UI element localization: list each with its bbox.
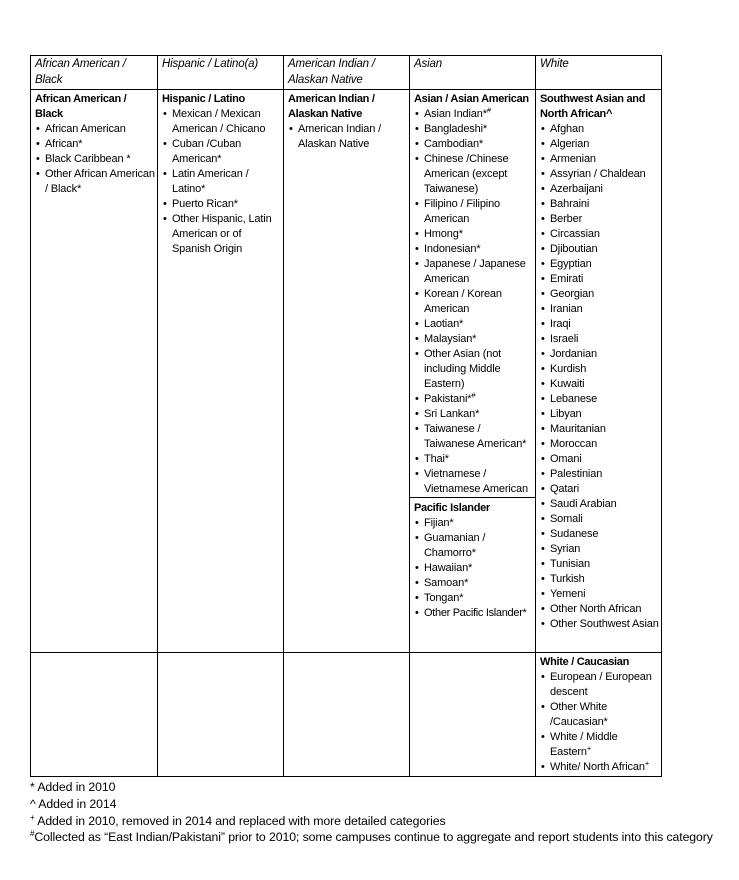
category-item xyxy=(540,242,659,257)
bullet-icon: • xyxy=(415,562,419,574)
bullet-icon: • xyxy=(415,423,419,435)
category-item xyxy=(540,512,659,527)
category-item-text: Other Hispanic, Latin American or of Spanish Origin xyxy=(172,213,272,255)
category-item-text: Egyptian xyxy=(550,258,592,270)
category-item xyxy=(414,332,533,347)
bullet-icon: • xyxy=(541,333,545,345)
bullet-icon: • xyxy=(541,363,545,375)
category-item-text: European / European descent xyxy=(550,671,652,698)
bullet-icon: • xyxy=(415,453,419,465)
category-item xyxy=(540,167,659,182)
category-item-text: Djiboutian xyxy=(550,243,598,255)
bullet-icon: • xyxy=(415,123,419,135)
category-item-text: Pakistani* xyxy=(424,393,472,405)
category-item xyxy=(414,137,533,152)
category-item-text: Moroccan xyxy=(550,438,598,450)
category-item-text: Malaysian* xyxy=(424,333,477,345)
category-item-text: Saudi Arabian xyxy=(550,498,617,510)
category-item-text: Filipino / Filipino American xyxy=(424,198,501,225)
bullet-icon: • xyxy=(163,108,167,120)
category-item-text: Circassian xyxy=(550,228,600,240)
category-item-text: Other Southwest Asian xyxy=(550,618,659,630)
footnote: #Collected as “East Indian/Pakistani” prior to 2010; some campuses continue to aggregate and report students into this category xyxy=(30,829,713,845)
category-item-text: Mauritanian xyxy=(550,423,606,435)
bullet-icon: • xyxy=(541,453,545,465)
category-item xyxy=(540,542,659,557)
bullet-icon: • xyxy=(415,532,419,544)
category-item xyxy=(414,107,533,122)
category-item xyxy=(414,152,533,197)
category-item xyxy=(540,437,659,452)
bullet-icon: • xyxy=(541,273,545,285)
category-item xyxy=(35,152,155,167)
bullet-icon: • xyxy=(36,153,40,165)
category-item xyxy=(540,407,659,422)
footnote: * Added in 2010 xyxy=(30,780,116,794)
category-item xyxy=(540,452,659,467)
category-item-text: Assyrian / Chaldean xyxy=(550,168,646,180)
category-item-text: Jordanian xyxy=(550,348,597,360)
category-item xyxy=(162,107,281,137)
category-item xyxy=(540,700,659,730)
category-item-text: Cambodian* xyxy=(424,138,484,150)
category-item xyxy=(540,152,659,167)
category-item xyxy=(162,212,281,257)
bullet-icon: • xyxy=(541,258,545,270)
bullet-icon: • xyxy=(415,607,419,619)
cell-r2-c4 xyxy=(409,652,535,776)
header-cell-african-american-black: African American / Black xyxy=(35,58,126,86)
category-item xyxy=(540,347,659,362)
bullet-icon: • xyxy=(415,333,419,345)
category-item-text: Hawaiian* xyxy=(424,562,473,574)
category-item xyxy=(414,516,533,531)
category-item xyxy=(414,287,533,317)
category-item-text: Thai* xyxy=(424,453,449,465)
category-item xyxy=(540,362,659,377)
category-item-text: American Indian / Alaskan Native xyxy=(298,123,382,150)
category-item xyxy=(414,407,533,422)
category-section xyxy=(158,90,283,257)
category-item-text: Taiwanese / Taiwanese American* xyxy=(424,423,527,450)
category-item-text: Libyan xyxy=(550,408,582,420)
category-item-text: Other Asian (not including Middle Eastern) xyxy=(424,348,502,390)
bullet-icon: • xyxy=(541,513,545,525)
category-section xyxy=(410,90,535,497)
category-item xyxy=(414,347,533,392)
bullet-icon: • xyxy=(541,558,545,570)
category-section xyxy=(536,653,661,775)
bullet-icon: • xyxy=(163,168,167,180)
category-item-text: White / Middle Eastern xyxy=(550,731,618,758)
bullet-icon: • xyxy=(541,408,545,420)
bullet-icon: • xyxy=(415,198,419,210)
category-item xyxy=(540,182,659,197)
category-item xyxy=(414,227,533,242)
category-item xyxy=(162,167,281,197)
bullet-icon: • xyxy=(541,228,545,240)
section-heading: African American / Black xyxy=(35,93,127,120)
category-item xyxy=(540,197,659,212)
category-item xyxy=(540,392,659,407)
bullet-icon: • xyxy=(415,468,419,480)
category-item-text: African American xyxy=(45,123,126,135)
bullet-icon: • xyxy=(415,153,419,165)
category-item-text: Other White /Caucasian* xyxy=(550,701,608,728)
category-item xyxy=(540,557,659,572)
cell-r1-c2 xyxy=(157,89,283,652)
category-item-text: Kuwaiti xyxy=(550,378,585,390)
category-item-text: Japanese / Japanese American xyxy=(424,258,526,285)
category-item-text: African* xyxy=(45,138,83,150)
category-item xyxy=(35,167,155,197)
superscript-marker: # xyxy=(486,105,491,115)
bullet-icon: • xyxy=(541,198,545,210)
cell-r1-c4 xyxy=(409,89,535,652)
bullet-icon: • xyxy=(541,618,545,630)
category-item xyxy=(540,497,659,512)
category-item-text: Yemeni xyxy=(550,588,586,600)
category-item xyxy=(540,257,659,272)
category-item-text: Lebanese xyxy=(550,393,598,405)
bullet-icon: • xyxy=(541,468,545,480)
category-item-text: Laotian* xyxy=(424,318,464,330)
category-section xyxy=(31,90,157,197)
category-item-text: Mexican / Mexican American / Chicano xyxy=(172,108,266,135)
bullet-icon: • xyxy=(541,393,545,405)
category-item-text: Other African American / Black* xyxy=(45,168,155,195)
category-item xyxy=(540,602,659,617)
bullet-icon: • xyxy=(415,258,419,270)
category-item-text: Algerian xyxy=(550,138,590,150)
section-heading: Asian / Asian American xyxy=(414,93,529,105)
footnote-marker: + xyxy=(30,812,35,822)
category-item xyxy=(414,467,533,497)
category-item-text: Chinese /Chinese American (except Taiwanese) xyxy=(424,153,509,195)
cell-r2-c1 xyxy=(31,652,157,776)
cell-r2-c3 xyxy=(283,652,409,776)
category-item xyxy=(540,122,659,137)
bullet-icon: • xyxy=(163,213,167,225)
bullet-icon: • xyxy=(541,671,545,683)
bullet-icon: • xyxy=(541,588,545,600)
category-item-text: Berber xyxy=(550,213,583,225)
category-item-text: Afghan xyxy=(550,123,584,135)
footnotes xyxy=(30,779,722,846)
bullet-icon: • xyxy=(541,318,545,330)
category-item xyxy=(414,317,533,332)
bullet-icon: • xyxy=(415,228,419,240)
bullet-icon: • xyxy=(415,318,419,330)
category-item-text: Emirati xyxy=(550,273,584,285)
category-item xyxy=(540,212,659,227)
category-item-text: Turkish xyxy=(550,573,585,585)
bullet-icon: • xyxy=(541,303,545,315)
category-item xyxy=(540,527,659,542)
category-item-text: Puerto Rican* xyxy=(172,198,238,210)
category-item xyxy=(540,730,659,760)
category-item-text: Other North African xyxy=(550,603,642,615)
bullet-icon: • xyxy=(541,528,545,540)
category-item xyxy=(540,587,659,602)
bullet-icon: • xyxy=(415,393,419,405)
category-item-text: Vietnamese / Vietnamese American xyxy=(424,468,528,495)
category-item-text: Iraqi xyxy=(550,318,571,330)
category-item xyxy=(414,591,533,606)
category-item xyxy=(414,531,533,561)
category-item xyxy=(35,122,155,137)
category-item-text: Samoan* xyxy=(424,577,469,589)
bullet-icon: • xyxy=(415,138,419,150)
category-item-text: Qatari xyxy=(550,483,580,495)
category-item xyxy=(162,137,281,167)
category-item-text: Cuban /Cuban American* xyxy=(172,138,242,165)
category-item-text: Kurdish xyxy=(550,363,587,375)
bullet-icon: • xyxy=(163,138,167,150)
bullet-icon: • xyxy=(541,378,545,390)
bullet-icon: • xyxy=(541,288,545,300)
bullet-icon: • xyxy=(36,168,40,180)
footnote-marker: # xyxy=(30,829,35,839)
bullet-icon: • xyxy=(415,288,419,300)
bullet-icon: • xyxy=(36,138,40,150)
category-item xyxy=(414,197,533,227)
bullet-icon: • xyxy=(541,123,545,135)
category-item-text: Azerbaijani xyxy=(550,183,603,195)
category-item-text: Guamanian / Chamorro* xyxy=(424,532,486,559)
category-item-text: Bangladeshi* xyxy=(424,123,488,135)
cell-r2-c2 xyxy=(157,652,283,776)
section-heading: American Indian / Alaskan Native xyxy=(288,93,375,120)
category-section xyxy=(536,90,661,632)
header-cell-white: White xyxy=(535,56,661,89)
category-item xyxy=(414,452,533,467)
header-cell-hispanic-latino: Hispanic / Latino(a) xyxy=(157,56,283,89)
section-heading: White / Caucasian xyxy=(540,656,630,668)
bullet-icon: • xyxy=(163,198,167,210)
category-item-text: Israeli xyxy=(550,333,579,345)
category-item xyxy=(540,302,659,317)
bullet-icon: • xyxy=(415,108,419,120)
category-item-text: Korean / Korean American xyxy=(424,288,502,315)
category-item-text: Sri Lankan* xyxy=(424,408,480,420)
bullet-icon: • xyxy=(541,731,545,743)
bullet-icon: • xyxy=(541,348,545,360)
footnote: ^ Added in 2014 xyxy=(30,796,117,811)
category-item-text: Hmong* xyxy=(424,228,463,240)
bullet-icon: • xyxy=(541,168,545,180)
category-item xyxy=(540,272,659,287)
superscript-marker: # xyxy=(471,390,476,400)
superscript-marker: + xyxy=(586,743,592,753)
bullet-icon: • xyxy=(415,577,419,589)
bullet-icon: • xyxy=(541,483,545,495)
category-item-text: Palestinian xyxy=(550,468,603,480)
cell-r1-c5 xyxy=(535,89,661,652)
header-cell-asian: Asian xyxy=(409,56,535,89)
category-item-text: Georgian xyxy=(550,288,595,300)
bullet-icon: • xyxy=(541,423,545,435)
bullet-icon: • xyxy=(289,123,293,135)
category-item-text: Black Caribbean * xyxy=(45,153,131,165)
category-item-text: Somali xyxy=(550,513,583,525)
header-cell-american-indian: American Indian / Alaskan Native xyxy=(283,56,409,89)
footnote-marker: * xyxy=(30,780,35,794)
bullet-icon: • xyxy=(541,701,545,713)
category-item xyxy=(162,197,281,212)
section-heading: Pacific Islander xyxy=(414,502,490,514)
category-item-text: Bahraini xyxy=(550,198,590,210)
bullet-icon: • xyxy=(541,138,545,150)
category-item-text: Indonesian* xyxy=(424,243,481,255)
section-heading: Southwest Asian and North African^ xyxy=(540,93,646,120)
category-item xyxy=(540,617,659,632)
category-item xyxy=(414,257,533,287)
category-item-text: Sudanese xyxy=(550,528,599,540)
cell-r1-c1 xyxy=(31,89,157,652)
cell-r2-c5 xyxy=(535,652,661,776)
category-item-text: White/ North African xyxy=(550,761,645,773)
category-item-text: Tongan* xyxy=(424,592,464,604)
category-section xyxy=(284,90,409,152)
footnote-marker: ^ xyxy=(30,796,36,811)
bullet-icon: • xyxy=(415,243,419,255)
category-item-text: Omani xyxy=(550,453,582,465)
category-item xyxy=(414,122,533,137)
category-section xyxy=(410,497,535,621)
category-item-text: Tunisian xyxy=(550,558,590,570)
category-item xyxy=(540,482,659,497)
bullet-icon: • xyxy=(415,592,419,604)
category-item-text: Iranian xyxy=(550,303,583,315)
category-item xyxy=(540,467,659,482)
bullet-icon: • xyxy=(541,153,545,165)
race-ethnicity-table xyxy=(30,55,662,777)
superscript-marker: + xyxy=(644,758,650,768)
category-item xyxy=(414,576,533,591)
category-item xyxy=(540,572,659,587)
category-item xyxy=(540,760,659,775)
section-heading: Hispanic / Latino xyxy=(162,93,245,105)
category-item xyxy=(414,561,533,576)
category-item xyxy=(540,317,659,332)
category-item-text: Other Pacific Islander* xyxy=(424,607,527,619)
category-item-text: Syrian xyxy=(550,543,581,555)
bullet-icon: • xyxy=(541,543,545,555)
bullet-icon: • xyxy=(541,761,545,773)
category-item-text: Asian Indian* xyxy=(424,108,487,120)
category-item xyxy=(414,422,533,452)
bullet-icon: • xyxy=(541,438,545,450)
bullet-icon: • xyxy=(541,213,545,225)
category-item xyxy=(540,137,659,152)
category-item xyxy=(540,377,659,392)
category-item xyxy=(540,332,659,347)
category-item-text: Fijian* xyxy=(424,517,454,529)
bullet-icon: • xyxy=(541,498,545,510)
bullet-icon: • xyxy=(541,603,545,615)
footnote: + Added in 2010, removed in 2014 and replaced with more detailed categories xyxy=(30,812,446,828)
category-item-text: Armenian xyxy=(550,153,596,165)
category-item xyxy=(540,227,659,242)
bullet-icon: • xyxy=(36,123,40,135)
bullet-icon: • xyxy=(541,243,545,255)
category-item-text: Latin American / Latino* xyxy=(172,168,249,195)
bullet-icon: • xyxy=(541,183,545,195)
bullet-icon: • xyxy=(415,408,419,420)
bullet-icon: • xyxy=(415,517,419,529)
bullet-icon: • xyxy=(541,573,545,585)
category-item xyxy=(540,287,659,302)
category-item xyxy=(540,422,659,437)
category-item xyxy=(414,242,533,257)
category-item xyxy=(540,670,659,700)
cell-r1-c3 xyxy=(283,89,409,652)
bullet-icon: • xyxy=(415,348,419,360)
category-item xyxy=(288,122,407,152)
category-item xyxy=(35,137,155,152)
category-item xyxy=(414,606,533,621)
category-item xyxy=(414,392,533,407)
